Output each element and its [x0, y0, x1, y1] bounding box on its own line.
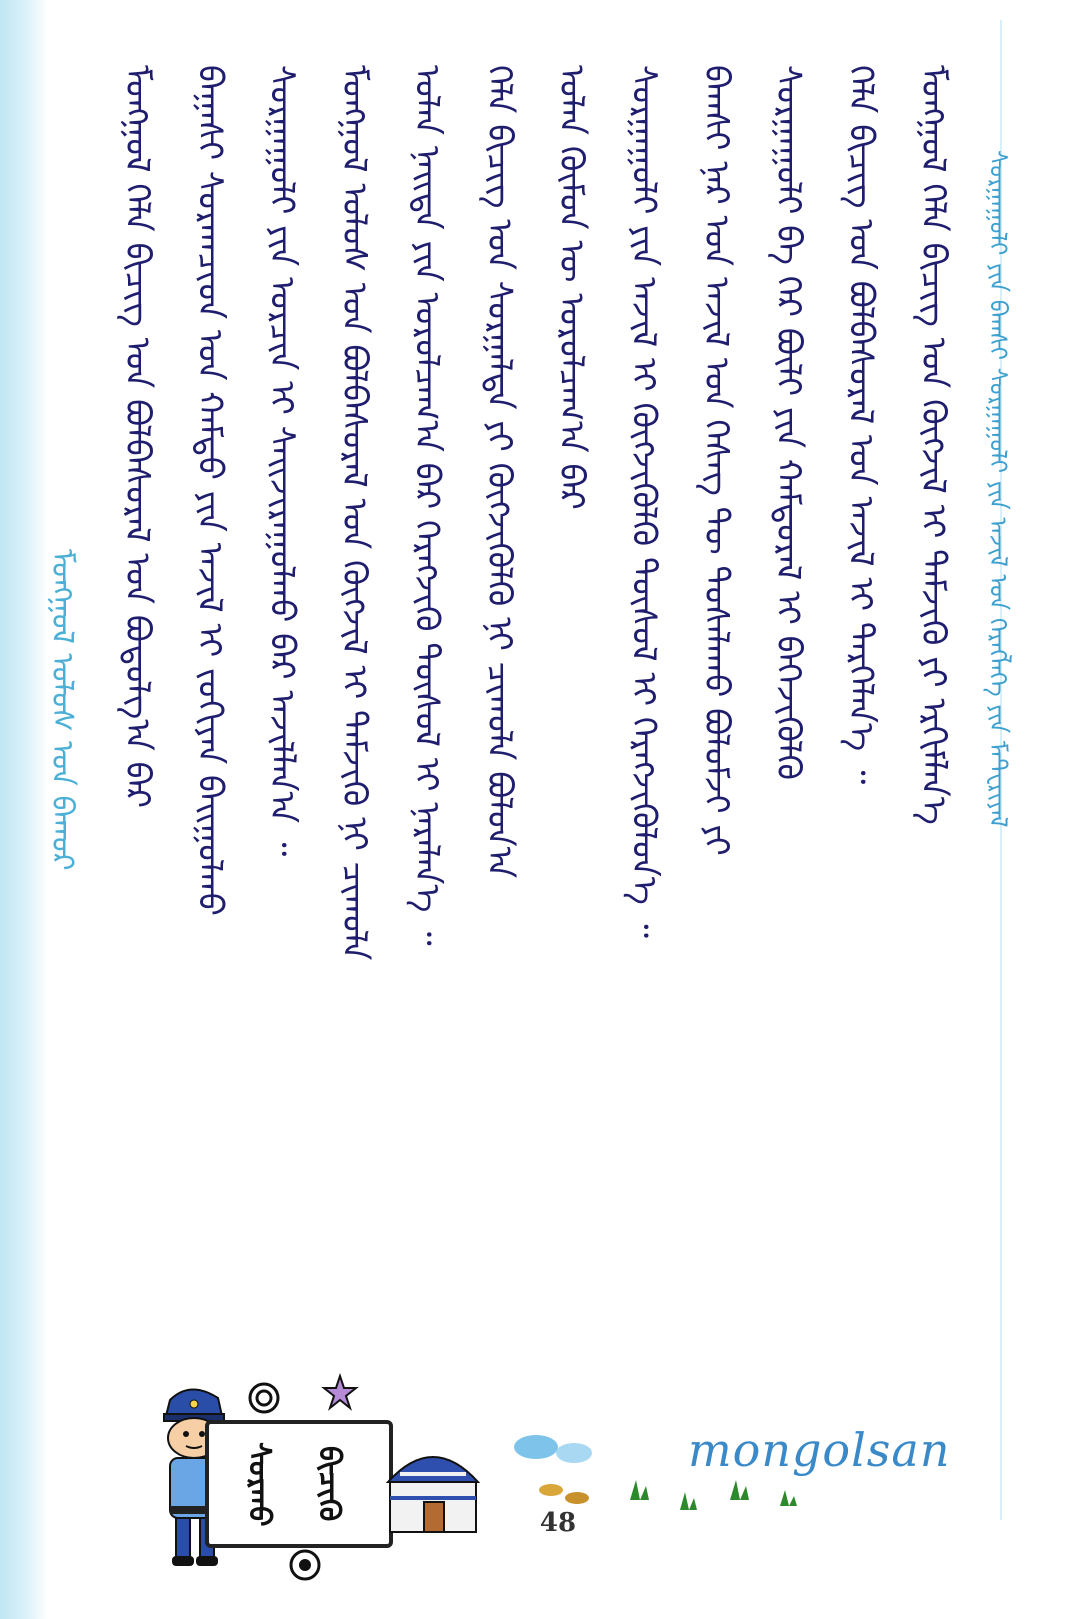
- text-line: ᠰᠤᠷᠭᠠᠭᠤᠯᠢ ᠶᠢᠨ ᠠᠵᠢᠯ ᠢ ᠬᠥᠭᠵᠢᠭᠦᠯᠬᠦ ᠲᠥᠰᠥᠯ ᠢ ᠬᠡᠷᠡᠭᠵᠢᠭᠦᠯᠦᠨ᠎ᠡ ᠃: [623, 65, 664, 938]
- cloud-icon: [510, 1425, 600, 1475]
- stones-icon: [535, 1478, 595, 1508]
- decorative-stars: [230, 1372, 370, 1422]
- sign-text-b: ᠪᠢᠴᠢᠬᠦ: [311, 1446, 347, 1522]
- text-line: ᠮᠣᠩᠭᠣᠯ ᠬᠡᠯᠡ ᠪᠢᠴᠢᠭ ᠤᠨ ᠬᠥᠭᠵᠢᠯ ᠢ ᠳᠡᠮᠵᠢᠬᠦ ᠶᠢ ᠡᠷᠬᠢᠮᠯᠡᠨ᠎ᠡ: [912, 65, 953, 825]
- sign-board: [205, 1420, 393, 1548]
- text-line: ᠬᠡᠯᠡ ᠪᠢᠴᠢᠭ ᠤᠨ ᠰᠤᠷᠭᠠᠯᠲᠠ ᠶᠢ ᠬᠥᠭᠵᠢᠭᠦᠯᠬᠦ ᠨᠢ ᠴᠢᠬᠤᠯᠠ ᠪᠣᠯᠤᠨ᠎ᠠ: [478, 65, 519, 879]
- body-text: [117, 65, 953, 1415]
- text-line: ᠰᠤᠷᠭᠠᠭᠤᠯᠢ ᠶᠢᠨ ᠣᠷᠴᠢᠨ ᠢ ᠰᠠᠢᠵᠢᠷᠠᠭᠤᠯᠬᠤ ᠪᠠᠷ ᠠᠵᠢᠯᠯᠠᠨ᠎ᠠ ᠃: [261, 65, 302, 857]
- ger-yurt-illustration: [378, 1422, 488, 1542]
- text-line: ᠣᠯᠠᠨ ᠨᠡᠢᠲᠡ ᠶᠢᠨ ᠣᠷᠣᠯᠴᠠᠭ᠎ᠠ ᠪᠠᠷ ᠬᠡᠷᠡᠭᠵᠢᠬᠦ ᠲᠥᠰᠥᠯ ᠢ ᠨᠡᠷᠡᠯᠡᠨ᠎ᠡ ᠃: [406, 65, 447, 946]
- sign-text-a: ᠰᠤᠷᠬᠤ: [241, 1441, 277, 1527]
- text-line: ᠪᠠᠭᠰᠢ ᠨᠠᠷ ᠤᠨ ᠠᠵᠢᠯ ᠤᠨ ᠬᠡᠰᠡᠭ ᠲᠦ ᠲᠤᠰᠠᠯᠠᠬᠤ ᠪᠣᠯᠣᠮᠵᠢ ᠶᠢ: [695, 65, 736, 856]
- text-line: ᠬᠡᠯᠡ ᠪᠢᠴᠢᠭ ᠤᠨ ᠪᠣᠯᠪᠠᠰᠤᠷᠠᠯ ᠤᠨ ᠠᠵᠢᠯ ᠢ ᠲᠡᠷᠭᠡᠯᠡᠨ᠎ᠡ ᠃: [840, 65, 881, 785]
- text-line: ᠣᠯᠠᠨ ᠬᠦᠮᠦᠨ ᠦ ᠣᠷᠣᠯᠴᠠᠭ᠎ᠠ ᠪᠠᠷ: [551, 65, 592, 510]
- header-title-text: ᠮᠣᠩᠭᠣᠯ ᠤᠯᠤᠰ ᠤᠨ ᠪᠠᠬᠤᠷ: [44, 549, 80, 871]
- text-line: ᠮᠣᠩᠭᠣᠯ ᠬᠡᠯᠡ ᠪᠢᠴᠢᠭ ᠤᠨ ᠪᠣᠯᠪᠠᠰᠤᠷᠠᠯ ᠤᠨ ᠪᠣᠳᠣᠯᠭ᠎ᠠ ᠪᠠᠷ: [117, 65, 157, 809]
- footer-note: [968, 150, 1028, 1410]
- text-line: ᠰᠤᠷᠭᠠᠭᠤᠯᠢ ᠪᠠ ᠭᠡᠷ ᠪᠦᠯᠢ ᠶᠢᠨ ᠬᠠᠮᠲᠤᠷᠠᠯ ᠢ ᠪᠡᠬᠡᠵᠢᠭᠦᠯᠬᠦ: [768, 65, 809, 780]
- page-number: 48: [539, 1508, 577, 1538]
- text-line: ᠪᠠᠭᠠᠰᠢ ᠰᠤᠷᠠᠭᠴᠢᠳ ᠤᠨ ᠬᠠᠮᠲᠤ ᠶᠢᠨ ᠠᠵᠢᠯ ᠢ ᠵᠣᠬᠢᠶᠠᠨ ᠪᠠᠢᠭᠤᠯᠬᠤ: [189, 65, 230, 916]
- swirl-icon: [250, 1384, 278, 1412]
- footer-note-text: ᠰᠤᠷᠭᠠᠭᠤᠯᠢ ᠶᠢᠨ ᠪᠠᠭᠰᠢ ᠰᠤᠷᠭᠠᠭᠤᠯᠢ ᠶᠢᠨ ᠠᠵᠢᠯ ᠤᠨ ᠬᠡᠷᠡᠭᠯᠡᠭᠡ ᠶᠢᠨ ᠮᠠᠲᠧᠷᠢᠶᠠᠯ: [984, 150, 1012, 828]
- swirl-icon: [285, 1545, 325, 1585]
- brand-logo-text: mongolsan: [688, 1423, 951, 1477]
- page-header: [32, 470, 92, 950]
- text-line: ᠮᠣᠩᠭᠣᠯ ᠤᠯᠤᠰ ᠤᠨ ᠪᠣᠯᠪᠠᠰᠤᠷᠠᠯ ᠤᠨ ᠬᠥᠭᠵᠢᠯ ᠢ ᠳᠡᠮᠵᠢᠬᠦ ᠨᠢ ᠴᠢᠬᠤᠯᠠ: [334, 65, 375, 961]
- star-icon: [324, 1376, 356, 1408]
